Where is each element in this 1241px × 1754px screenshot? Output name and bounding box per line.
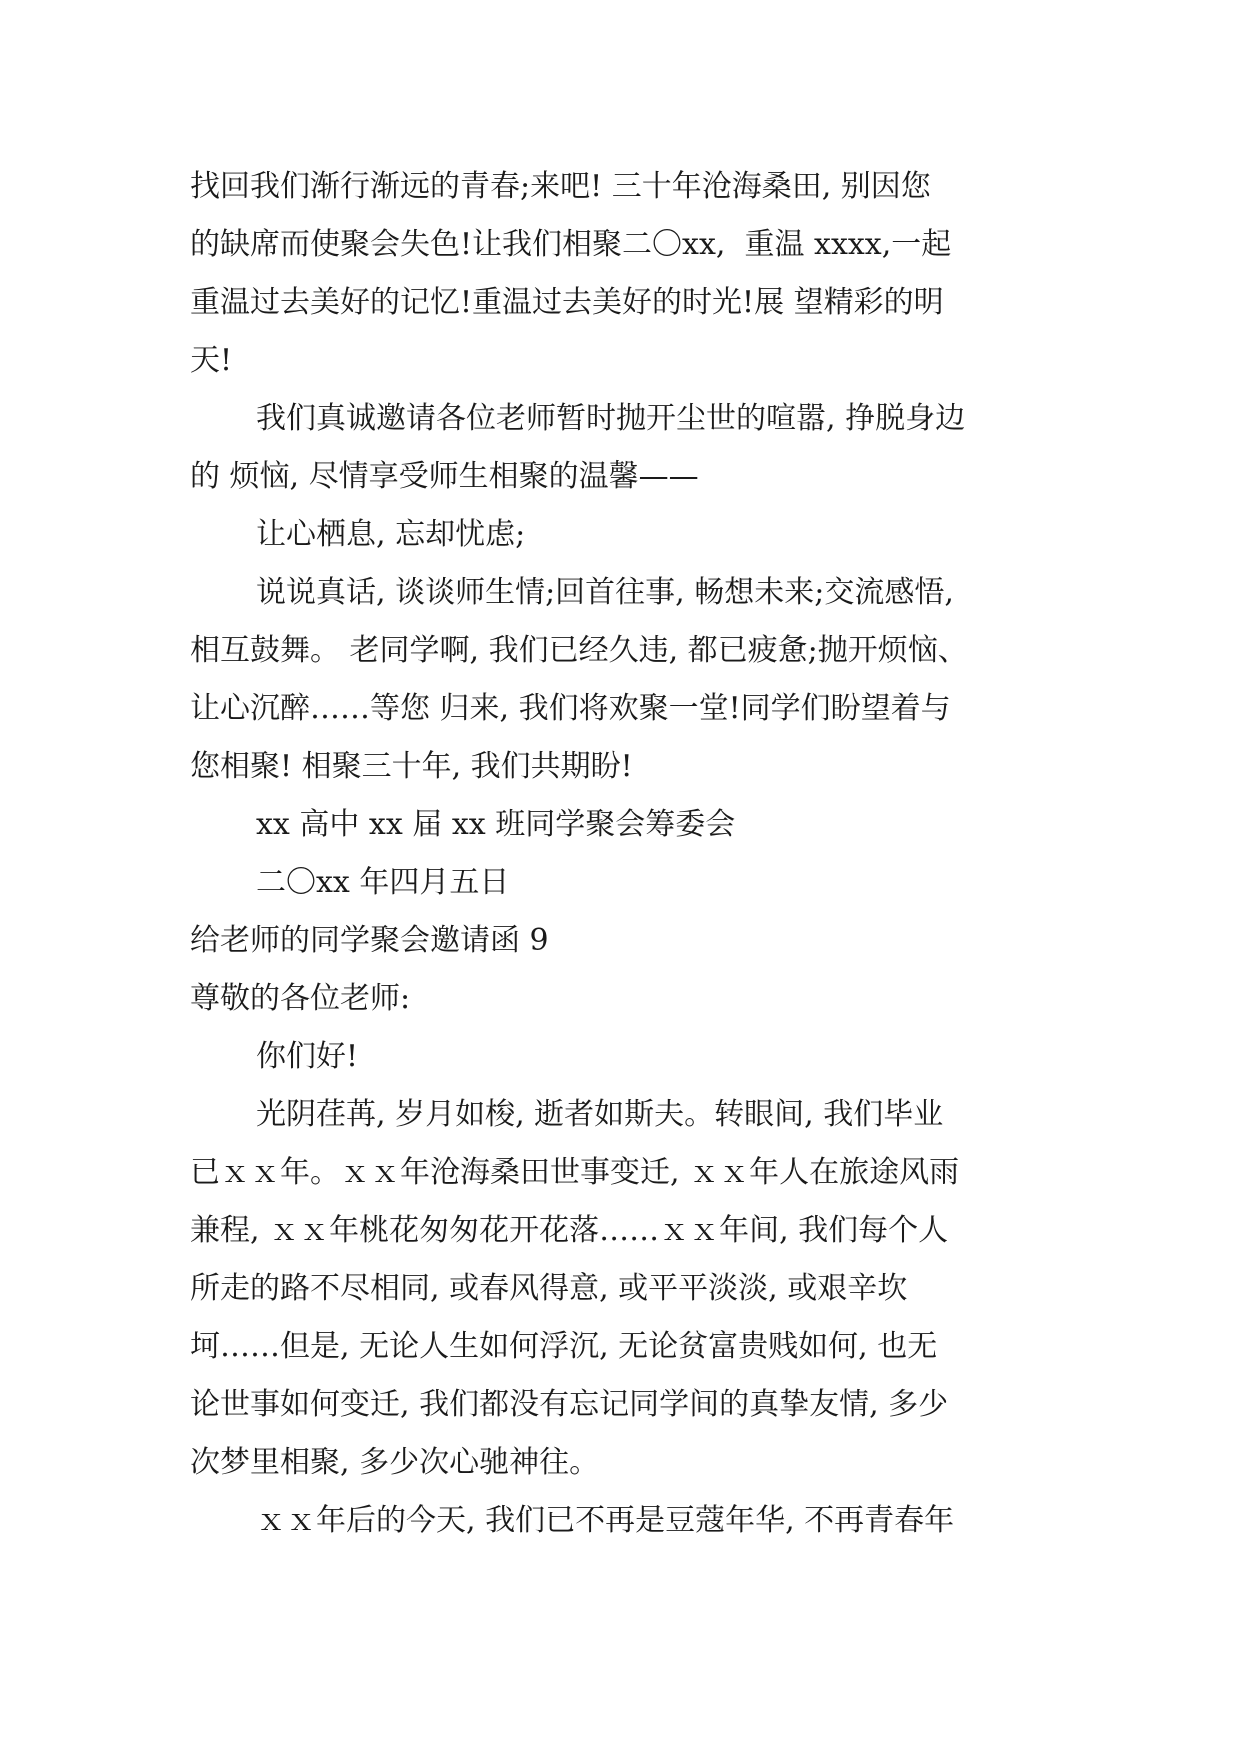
text-line-22: 论世事如何变迁, 我们都没有忘记同学间的真挚友情, 多少 xyxy=(190,1387,949,1422)
text-line-9: 相互鼓舞。 老同学啊, 我们已经久违, 都已疲惫;抛开烦恼、 xyxy=(190,633,968,668)
signature-date: 二〇xx 年四月五日 xyxy=(256,865,510,900)
text-line-17: 光阴荏苒, 岁月如梭, 逝者如斯夫。转眼间, 我们毕业 xyxy=(256,1097,944,1132)
greeting: 你们好! xyxy=(256,1039,359,1074)
text-line-1: 找回我们渐行渐远的青春;来吧! 三十年沧海桑田, 别因您 xyxy=(190,169,931,204)
text-line-4: 天! xyxy=(190,343,233,378)
text-line-24: ｘｘ年后的今天, 我们已不再是豆蔻年华, 不再青春年 xyxy=(256,1503,955,1538)
text-line-19: 兼程, ｘｘ年桃花匆匆花开花落……ｘｘ年间, 我们每个人 xyxy=(190,1213,949,1248)
text-line-6: 的 烦恼, 尽情享受师生相聚的温馨—— xyxy=(190,459,699,494)
signature-committee: xx 高中 xx 届 xx 班同学聚会筹委会 xyxy=(256,807,736,842)
text-line-21: 坷……但是, 无论人生如何浮沉, 无论贫富贵贱如何, 也无 xyxy=(190,1329,938,1364)
salutation: 尊敬的各位老师: xyxy=(190,981,411,1016)
text-line-7: 让心栖息, 忘却忧虑; xyxy=(256,517,526,552)
text-line-8: 说说真话, 谈谈师生情;回首往事, 畅想未来;交流感悟, xyxy=(256,575,954,610)
text-line-18: 已ｘｘ年。ｘｘ年沧海桑田世事变迁, ｘｘ年人在旅途风雨 xyxy=(190,1155,960,1190)
section-heading: 给老师的同学聚会邀请函 9 xyxy=(190,923,549,958)
document-body xyxy=(190,158,1048,1550)
text-line-5: 我们真诚邀请各位老师暂时抛开尘世的喧嚣, 挣脱身边 xyxy=(256,401,966,436)
text-line-2: 的缺席而使聚会失色!让我们相聚二〇xx, 重温 xxxx,一起 xyxy=(190,227,952,262)
text-line-3: 重温过去美好的记忆!重温过去美好的时光!展 望精彩的明 xyxy=(190,285,944,320)
text-line-10: 让心沉醉……等您 归来, 我们将欢聚一堂!同学们盼望着与 xyxy=(190,691,951,726)
text-line-11: 您相聚! 相聚三十年, 我们共期盼! xyxy=(190,749,633,784)
text-line-23: 次梦里相聚, 多少次心驰神往。 xyxy=(190,1445,600,1480)
text-line-20: 所走的路不尽相同, 或春风得意, 或平平淡淡, 或艰辛坎 xyxy=(190,1271,908,1306)
